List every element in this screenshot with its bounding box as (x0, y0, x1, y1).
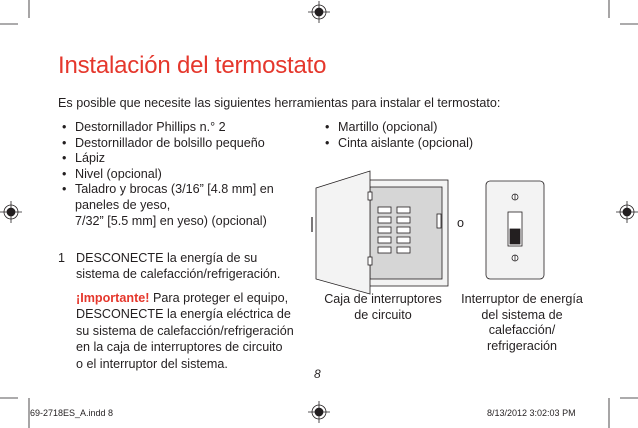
hinge-top (368, 192, 372, 200)
list-item-line: paneles de yeso, (75, 197, 171, 212)
important-label: ¡Importante! (76, 291, 150, 305)
note-line: o el interruptor del sistema. (76, 356, 228, 371)
caption-line: refrigeración (487, 338, 557, 353)
intro-text: Es posible que necesite las siguientes herramientas para instalar el termostato: (58, 96, 501, 110)
list-item: • Lápiz (62, 151, 274, 167)
tools-list-left (62, 120, 274, 229)
page-number: 8 (314, 367, 321, 381)
tools-list-right (325, 120, 473, 151)
caption-line: calefacción/ (488, 323, 556, 338)
caption-wall-switch (452, 292, 592, 354)
caption-breaker-box (308, 292, 458, 323)
note-line: DESCONECTE la energía eléctrica de (76, 307, 291, 322)
step-number: 1 (58, 251, 66, 265)
list-item: • Martillo (opcional) (325, 120, 473, 136)
registration-mark-bottom (308, 401, 330, 423)
caption-line: de circuito (354, 307, 412, 322)
footer-filename: 69-2718ES_A.indd 8 (30, 408, 114, 418)
switch-toggle (510, 229, 520, 244)
step-line: DESCONECTE la energía de su (76, 251, 258, 265)
note-line: su sistema de calefacción/refrigeración (76, 323, 294, 338)
page-title: Instalación del termostato (58, 52, 327, 79)
important-note (76, 290, 294, 372)
hinge-bottom (368, 257, 372, 265)
latch (437, 214, 441, 228)
caption-line: del sistema de (481, 307, 563, 322)
breaker-box-door (316, 171, 370, 294)
list-item: • Destornillador Phillips n.° 2 (62, 120, 274, 136)
footer-timestamp: 8/13/2012 3:02:03 PM (487, 408, 576, 418)
or-label: o (457, 216, 465, 230)
step-text (76, 250, 280, 282)
registration-mark-left (0, 201, 22, 223)
list-item: • Nivel (opcional) (62, 167, 274, 183)
list-item: • Cinta aislante (opcional) (325, 136, 473, 152)
registration-mark-right (616, 201, 638, 223)
breaker-box-illustration (312, 171, 448, 294)
registration-mark-top (308, 1, 330, 23)
list-item (62, 182, 274, 229)
list-item-line: 7/32” [5.5 mm] en yeso) (opcional) (75, 213, 267, 228)
wall-switch-illustration (486, 181, 544, 279)
note-line: Para proteger el equipo, (152, 291, 289, 305)
list-item: • Destornillador de bolsillo pequeño (62, 136, 274, 152)
step-line: sistema de calefacción/refrigeración. (76, 267, 281, 281)
caption-line: Interruptor de energía (461, 292, 583, 306)
caption-line: Caja de interruptores (324, 292, 442, 306)
note-line: en la caja de interruptores de circuito (76, 340, 283, 355)
list-item-line: Taladro y brocas (3/16” [4.8 mm] en (75, 182, 274, 197)
